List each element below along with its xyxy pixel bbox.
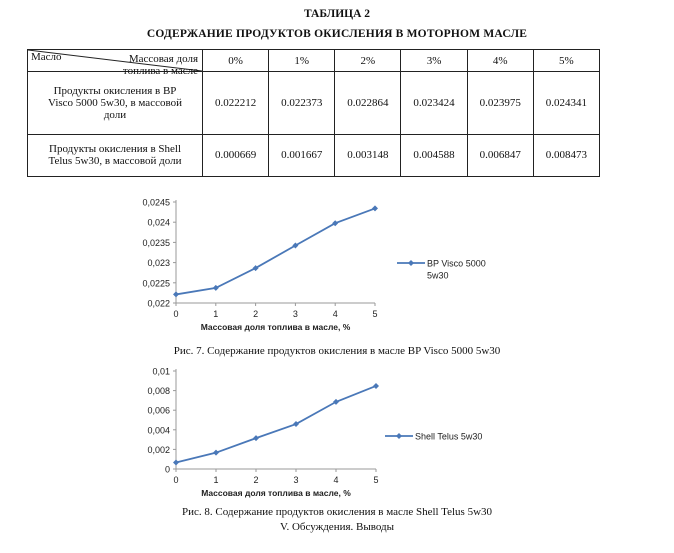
chart-2-y-tick-label: 0,006 [147,405,170,416]
table-cell: 0.023424 [401,72,467,135]
chart-1-data-point [173,291,179,297]
chart-1-x-tick-label: 0 [173,309,179,319]
table-corner-cell [28,50,203,77]
table-title: СОДЕРЖАНИЕ ПРОДУКТОВ ОКИСЛЕНИЯ В МОТОРНОМ МАСЛЕ [146,28,528,40]
column-header: 3% [401,50,467,72]
table-row [28,134,600,176]
chart-2-x-tick-label: 5 [373,475,379,485]
chart-1-y-tick-label: 0,024 [147,217,170,228]
row-label-line: Продукты окисления в BP [53,84,177,97]
column-header: 2% [335,50,401,72]
chart-1-legend-marker [408,260,414,266]
chart-1-data-point [213,285,219,291]
chart-2-y-tick-label: 0 [164,464,170,475]
table-cell: 0.022864 [335,72,401,135]
table-cell: 0.004588 [401,134,467,176]
table-cell: 0.022212 [203,72,269,135]
chart-1-x-tick-label: 5 [372,309,378,319]
chart-bp-visco [120,195,560,345]
chart-1-x-tick-label: 4 [332,309,338,319]
chart-2-y-tick-label: 0,01 [152,366,170,377]
corner-top-line2: топлива в масле [122,65,198,77]
table-number: ТАБЛИЦА 2 [303,8,371,20]
column-header: 0% [203,50,269,72]
chart-1-legend-label: 5w30 [427,270,449,281]
corner-top-line1: Массовая доля [128,53,198,65]
chart-1-y-tick-label: 0,0235 [142,237,170,248]
chart-1-y-tick-label: 0,023 [147,258,170,269]
row-label-line: Telus 5w30, в массовой доли [48,155,182,168]
figure-8-caption: Рис. 8. Содержание продуктов окисления в масле Shell Telus 5w30 [181,506,493,518]
table-header-row [28,50,600,72]
row-label-line: Продукты окисления в Shell [49,143,181,156]
table-cell: 0.006847 [467,134,533,176]
chart-1-x-tick-label: 3 [292,309,298,319]
row-label-line: доли [103,108,127,121]
row-label [28,72,203,135]
table-cell: 0.022373 [269,72,335,135]
table-row [28,72,600,135]
chart-2-series-line [176,386,376,462]
column-header: 1% [269,50,335,72]
section-heading: V. Обсуждения. Выводы [279,521,395,533]
table-cell: 0.000669 [203,134,269,176]
oxidation-table [27,49,600,177]
chart-2-data-point [173,459,179,465]
chart-2-x-axis-label: Массовая доля топлива в масле, % [201,488,351,498]
chart-2-legend-label: Shell Telus 5w30 [415,431,483,442]
chart-1-legend-label: BP Visco 5000 [427,258,486,269]
table-cell: 0.008473 [533,134,599,176]
table-cell: 0.024341 [533,72,599,135]
row-label-line: Visco 5000 5w30, в массовой [48,96,182,109]
chart-1-x-axis-label: Массовая доля топлива в масле, % [200,322,351,332]
corner-row-heading: Масло [31,51,62,63]
chart-1-x-tick-label: 2 [253,309,259,319]
table-cell: 0.023975 [467,72,533,135]
chart-1-y-tick-label: 0,0225 [142,278,170,289]
chart-2-y-tick-label: 0,002 [147,444,170,455]
chart-2-data-point [253,435,259,441]
chart-2-x-tick-label: 2 [253,475,259,485]
chart-shell-telus [120,365,560,505]
row-label [28,134,203,176]
chart-2-x-tick-label: 0 [173,475,179,485]
figure-7-caption: Рис. 7. Содержание продуктов окисления в масле BP Visco 5000 5w30 [173,345,501,357]
chart-1-y-tick-label: 0,0245 [142,197,170,208]
column-header: 5% [533,50,599,72]
chart-2-x-tick-label: 4 [333,475,339,485]
table-cell: 0.001667 [269,134,335,176]
chart-2-legend-marker [396,433,402,439]
chart-1-x-tick-label: 1 [213,309,219,319]
chart-1-y-tick-label: 0,022 [147,298,170,309]
corner-column-heading [123,53,198,77]
chart-2-data-point [213,450,219,456]
column-header: 4% [467,50,533,72]
chart-1-series-line [176,208,375,294]
chart-2-y-tick-label: 0,008 [147,386,170,397]
chart-2-x-tick-label: 1 [213,475,219,485]
chart-2-x-tick-label: 3 [293,475,299,485]
chart-1-data-point [372,205,378,211]
chart-2-y-tick-label: 0,004 [147,425,170,436]
chart-2-data-point [373,383,379,389]
table-cell: 0.003148 [335,134,401,176]
